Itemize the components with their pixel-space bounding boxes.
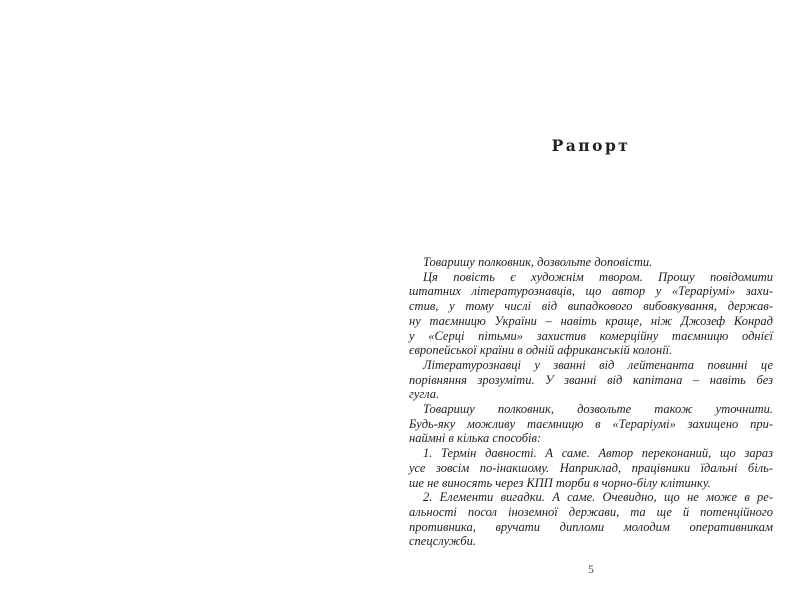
- text-line: штатних літературознавців, що автор у «Тераріумі» захи-: [409, 284, 773, 299]
- text-column: [409, 0, 773, 615]
- paragraph: [409, 358, 773, 402]
- text-line: Товаришу полковник, дозвольте доповісти.: [423, 255, 653, 269]
- text-line: ше не виносять через КПП торби в чорно-білу клітинку.: [409, 475, 711, 490]
- text-line: Товаришу полковник, дозвольте також уточнити.: [423, 402, 773, 417]
- text-line: 2. Елементи вигадки. А саме. Очевидно, що не може в ре-: [423, 490, 773, 505]
- text-line: Будь-яку можливу таємницю в «Тераріумі» захищено при-: [409, 416, 773, 431]
- text-line: у «Серці пітьми» захистив комерційну таємницю однієї: [409, 328, 773, 343]
- chapter-title: Рапорт: [551, 136, 631, 155]
- text-line: спецслужби.: [409, 534, 476, 549]
- text-line: європейської країни в одній африканській колонії.: [409, 343, 673, 358]
- text-line: гугла.: [409, 387, 440, 402]
- text-line: ну таємницю України – навіть краще, ніж Джозеф Конрад: [409, 313, 773, 328]
- paragraph: [409, 255, 773, 270]
- text-line: противника, вручати дипломи молодим оперативникам: [409, 519, 773, 534]
- paragraph: [409, 270, 773, 358]
- text-line: Літературознавці у званні від лейтенанта повинні це: [423, 357, 773, 372]
- text-line: наймні в кілька способів:: [409, 431, 542, 446]
- text-line: Ця повість є художнім твором. Прошу повідомити: [423, 269, 773, 284]
- page-number: 5: [588, 564, 594, 576]
- paragraph: [409, 402, 773, 446]
- text-line: 1. Термін давності. А саме. Автор переконаний, що зараз: [423, 446, 773, 461]
- text-line: порівняння зрозуміти. У званні від капітана – навіть без: [409, 372, 773, 387]
- paragraph: [409, 446, 773, 490]
- body-text: [409, 255, 773, 549]
- text-line: альності посол іноземної держави, та ще й потенційного: [409, 504, 773, 519]
- text-line: усе зовсім по-інакшому. Наприклад, працівники їдальні біль-: [409, 460, 773, 475]
- paragraph: [409, 490, 773, 549]
- text-line: стив, у тому числі від випадкового вибовкування, держав-: [409, 299, 773, 314]
